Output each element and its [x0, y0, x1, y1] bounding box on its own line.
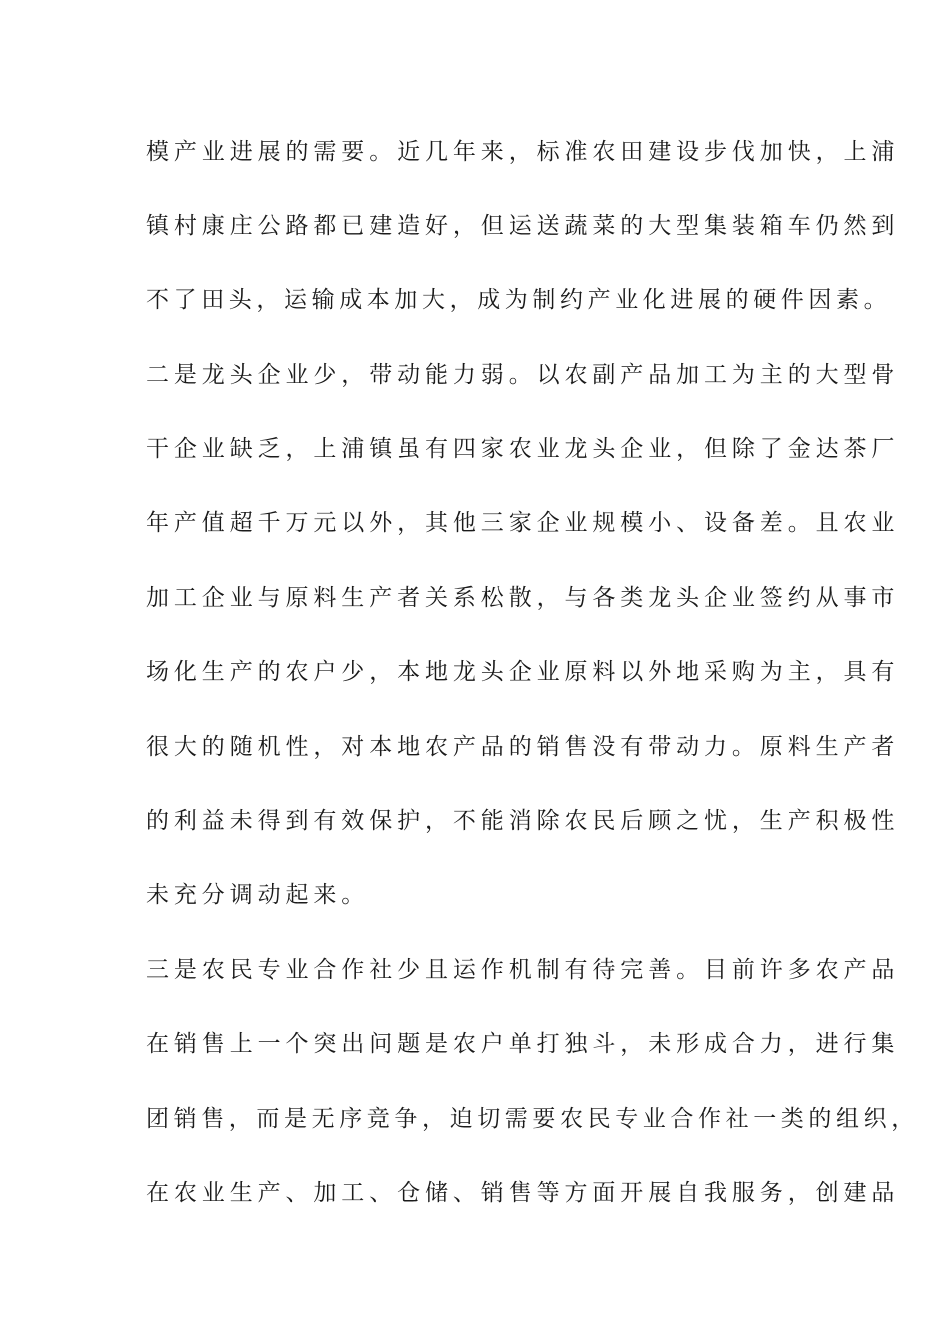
- text-line: 模产业进展的需要。近几年来，标准农田建设步伐加快，上浦: [146, 139, 900, 165]
- text-line: 很大的随机性，对本地农产品的销售没有带动力。原料生产者: [146, 734, 900, 760]
- text-line: 的利益未得到有效保护，不能消除农民后顾之忧，生产积极性: [146, 808, 900, 834]
- text-line: 未充分调动起来。: [146, 882, 370, 908]
- text-line: 场化生产的农户少，本地龙头企业原料以外地采购为主，具有: [146, 659, 900, 685]
- text-line: 干企业缺乏，上浦镇虽有四家农业龙头企业，但除了金达茶厂: [146, 436, 900, 462]
- text-line: 不了田头，运输成本加大，成为制约产业化进展的硬件因素。: [146, 287, 892, 313]
- text-line: 年产值超千万元以外，其他三家企业规模小、设备差。且农业: [146, 510, 900, 536]
- text-line: 加工企业与原料生产者关系松散，与各类龙头企业签约从事市: [146, 585, 900, 611]
- text-line: 镇村康庄公路都已建造好，但运送蔬菜的大型集装箱车仍然到: [146, 213, 900, 239]
- text-line: 在农业生产、加工、仓储、销售等方面开展自我服务，创建品: [146, 1180, 900, 1206]
- text-line: 三是农民专业合作社少且运作机制有待完善。目前许多农产品: [146, 957, 900, 983]
- text-line: 团销售，而是无序竞争，迫切需要农民专业合作社一类的组织，: [146, 1106, 919, 1132]
- text-line: 二是龙头企业少，带动能力弱。以农副产品加工为主的大型骨: [146, 362, 900, 388]
- text-line: 在销售上一个突出问题是农户单打独斗，未形成合力，进行集: [146, 1031, 900, 1057]
